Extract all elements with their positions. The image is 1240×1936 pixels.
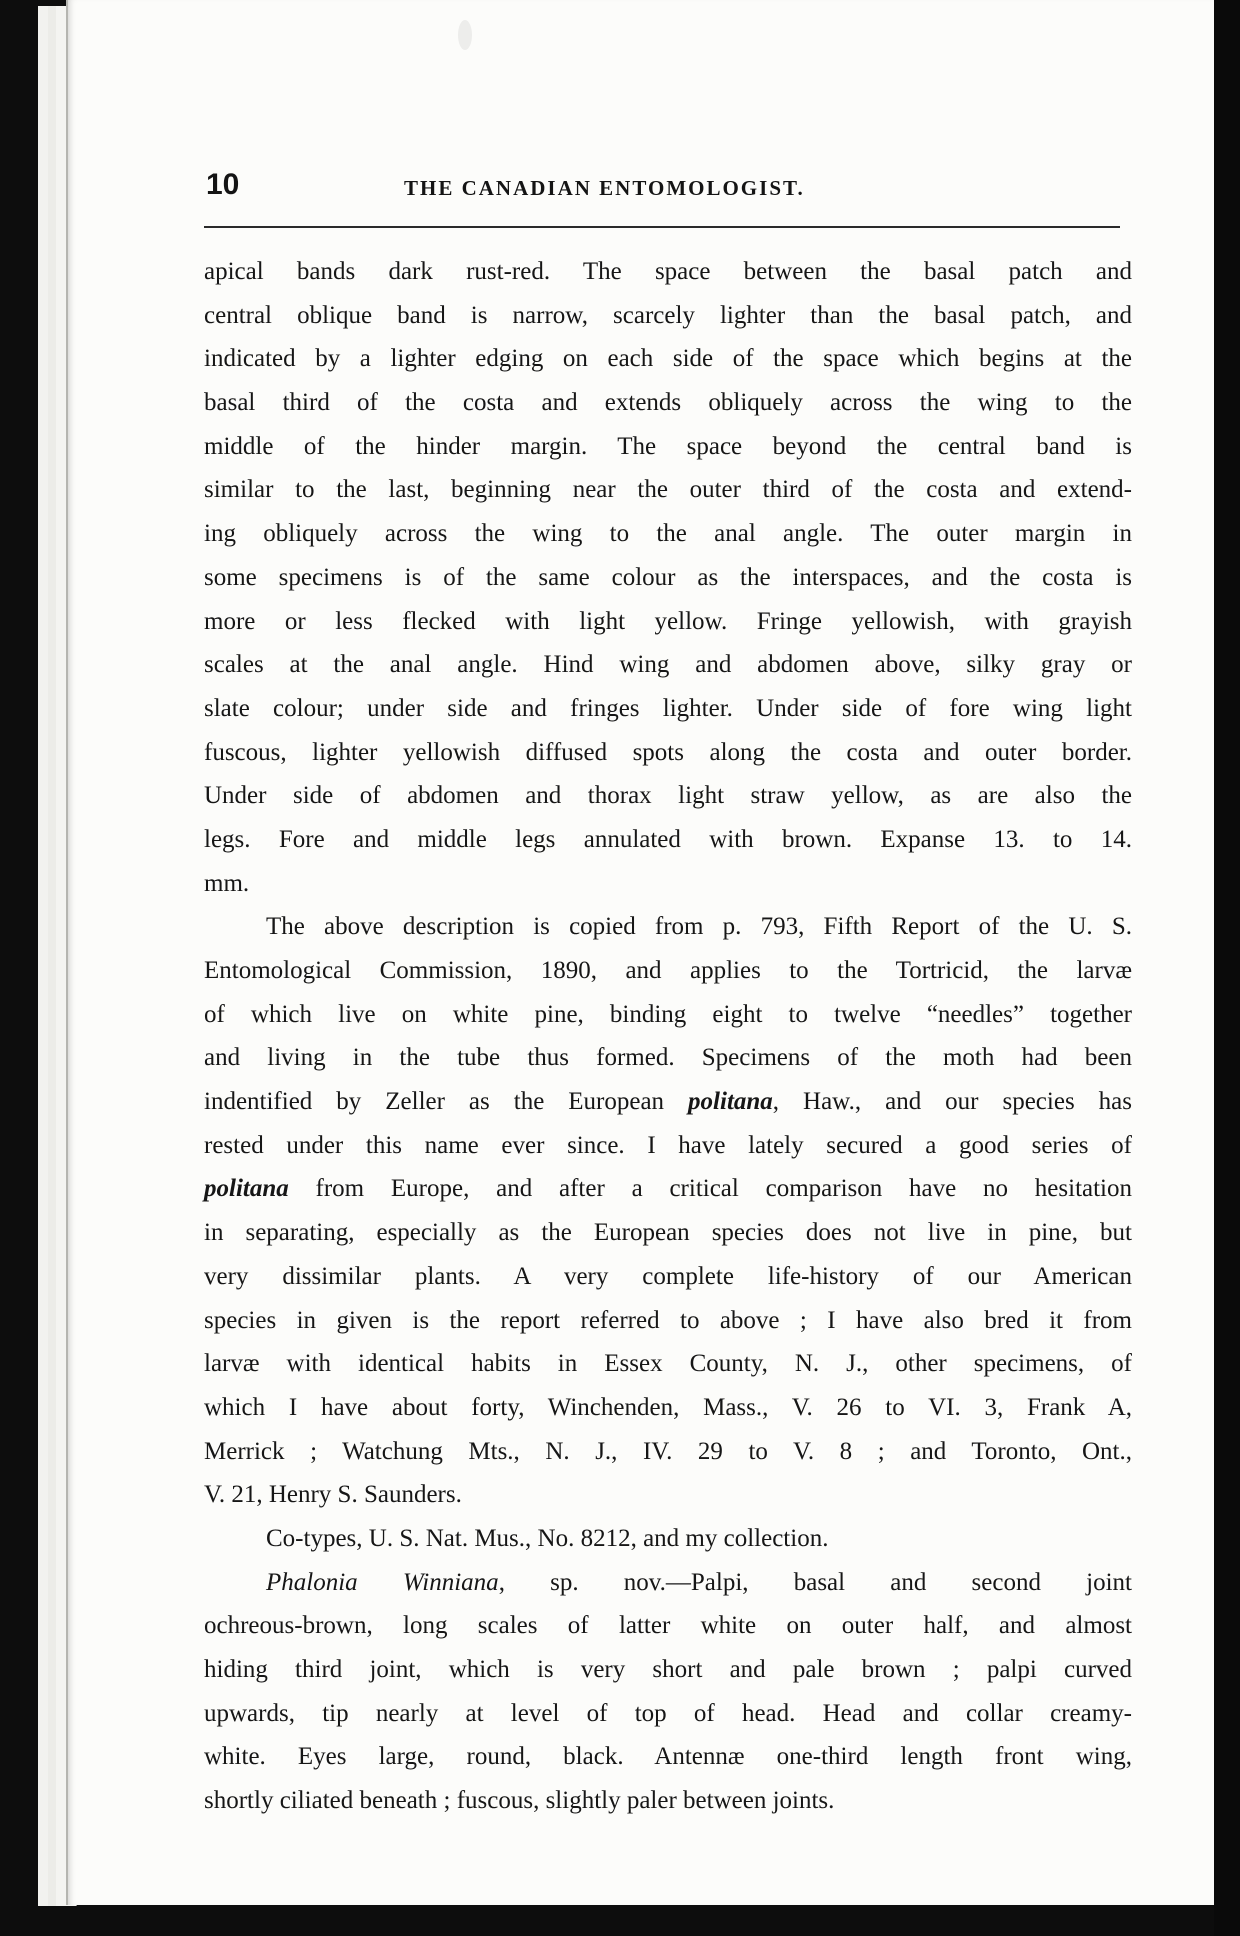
text-line: basal third of the costa and extends obliquely across the wing to the: [204, 389, 1132, 417]
text-line: in separating, especially as the European species does not live in pine, but: [204, 1219, 1132, 1247]
text-line: and living in the tube thus formed. Specimens of the moth had been: [204, 1044, 1132, 1072]
text-line: apical bands dark rust-red. The space between the basal patch and: [204, 258, 1132, 285]
scan-smudge: [458, 20, 472, 50]
page-header: [206, 168, 1186, 208]
text-line: slate colour; under side and fringes lighter. Under side of fore wing light: [204, 694, 1132, 722]
page-number: 10: [206, 168, 240, 201]
running-title: THE CANADIAN ENTOMOLOGIST.: [404, 176, 805, 200]
text-line: Merrick ; Watchung Mts., N. J., IV. 29 to V. 8 ; and Toronto, Ont.,: [204, 1437, 1132, 1465]
text-line: some specimens is of the same colour as the interspaces, and the costa is: [204, 563, 1132, 591]
header-rule: [204, 226, 1120, 228]
text-line: ochreous-brown, long scales of latter white on outer half, and almost: [204, 1612, 1132, 1640]
text-line: of which live on white pine, binding eight to twelve “needles” together: [204, 1000, 1132, 1028]
text-line: The above description is copied from p. 793, Fifth Report of the U. S.: [266, 913, 1132, 941]
scan-border: [1214, 0, 1240, 1936]
text-line: rested under this name ever since. I have lately secured a good series of: [204, 1131, 1132, 1159]
text-run: indentified by Zeller as the European: [204, 1088, 665, 1116]
text-line: Entomological Commission, 1890, and applies to the Tortricid, the larvæ: [204, 957, 1132, 984]
text-run: , Haw., and our species has: [772, 1088, 1132, 1116]
species-name-italic: politana: [688, 1088, 773, 1116]
text-line: fuscous, lighter yellowish diffused spots along the costa and outer border.: [204, 738, 1132, 766]
text-line: species in given is the report referred to above ; I have also bred it from: [204, 1306, 1132, 1334]
text-line: indicated by a lighter edging on each side of the space which begins at the: [204, 345, 1132, 373]
species-name-italic: politana: [204, 1175, 289, 1203]
species-name-italic: Phalonia Winniana: [266, 1568, 499, 1596]
body-text: [204, 250, 1132, 1823]
text-line: V. 21, Henry S. Saunders.: [204, 1481, 462, 1509]
text-line: which I have about forty, Winchenden, Mass., V. 26 to VI. 3, Frank A,: [204, 1393, 1132, 1421]
text-line: ing obliquely across the wing to the anal angle. The outer margin in: [204, 520, 1132, 548]
text-line: hiding third joint, which is very short and pale brown ; palpi curved: [204, 1656, 1132, 1683]
text-line: [204, 1167, 1132, 1211]
text-line: [204, 1561, 1132, 1605]
text-line: similar to the last, beginning near the outer third of the costa and extend-: [204, 476, 1132, 504]
text-line: central oblique band is narrow, scarcely lighter than the basal patch, and: [204, 301, 1132, 329]
text-run: from Europe, and after a critical comparison have no hesitation: [288, 1175, 1132, 1203]
text-line: upwards, tip nearly at level of top of head. Head and collar creamy-: [204, 1699, 1132, 1727]
text-line: white. Eyes large, round, black. Antennæ one-third length front wing,: [204, 1743, 1132, 1771]
text-line: very dissimilar plants. A very complete life-history of our American: [204, 1262, 1132, 1290]
text-line: mm.: [204, 869, 250, 897]
text-line: middle of the hinder margin. The space beyond the central band is: [204, 432, 1132, 460]
text-line: [204, 1080, 1132, 1124]
text-line: Under side of abdomen and thorax light straw yellow, as are also the: [204, 782, 1132, 810]
text-line: shortly ciliated beneath ; fuscous, slightly paler between joints.: [204, 1787, 835, 1815]
text-line: scales at the anal angle. Hind wing and abdomen above, silky gray or: [204, 651, 1132, 679]
text-line: Co-types, U. S. Nat. Mus., No. 8212, and my collection.: [266, 1524, 829, 1552]
text-line: more or less flecked with light yellow. Fringe yellowish, with grayish: [204, 607, 1132, 635]
text-line: legs. Fore and middle legs annulated with brown. Expanse 13. to 14.: [204, 825, 1132, 853]
text-line: larvæ with identical habits in Essex County, N. J., other specimens, of: [204, 1350, 1132, 1378]
text-run: , sp. nov.—Palpi, basal and second joint: [498, 1568, 1132, 1596]
